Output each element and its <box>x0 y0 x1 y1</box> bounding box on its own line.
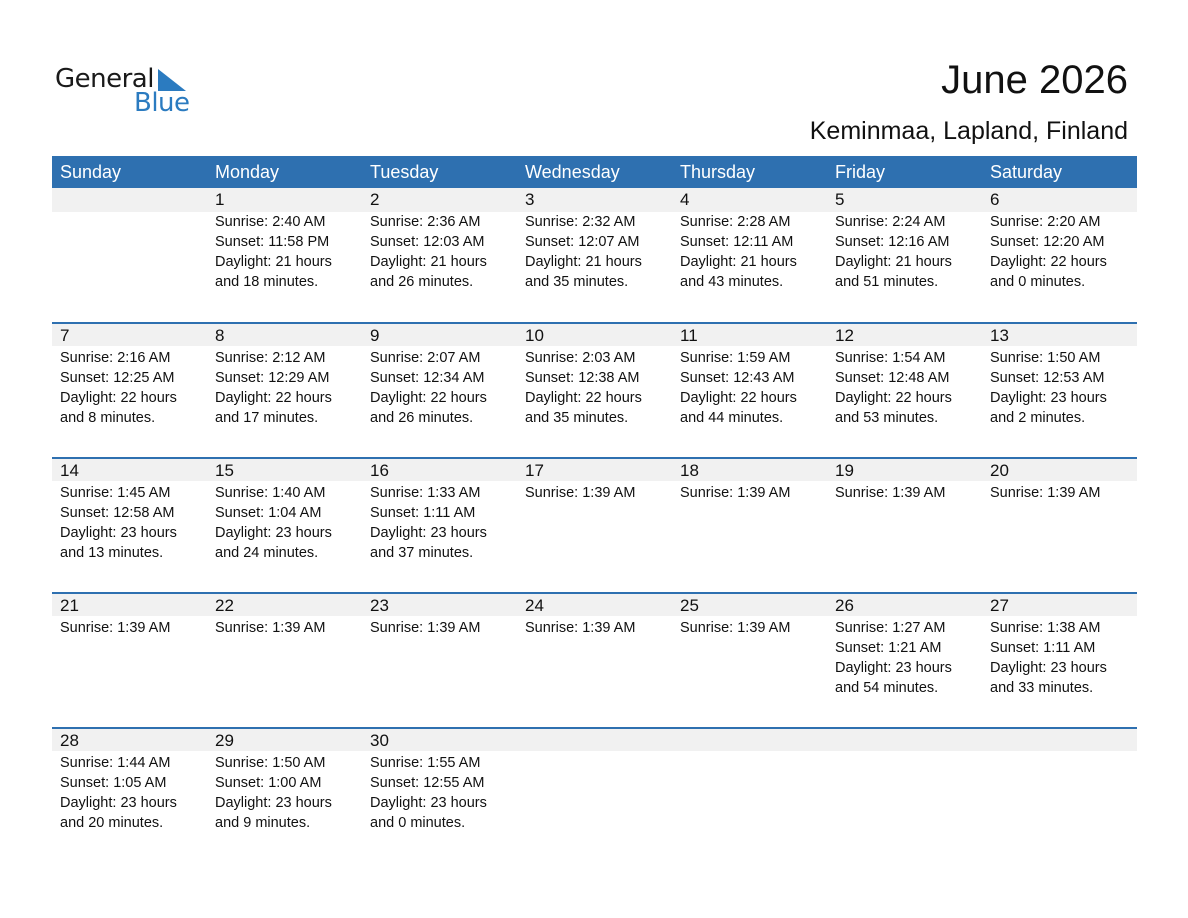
calendar-week <box>52 188 1137 322</box>
sun-info-line: and 44 minutes. <box>680 410 784 426</box>
sun-info-line: and 17 minutes. <box>215 410 319 426</box>
day-number: 4 <box>680 190 690 209</box>
sun-info-line: Daylight: 23 hours <box>990 660 1107 676</box>
sun-info-line: Sunrise: 1:39 AM <box>60 620 171 636</box>
sun-info-line: and 33 minutes. <box>990 680 1094 696</box>
day-number: 14 <box>60 461 79 480</box>
sun-info-line: Sunset: 1:05 AM <box>60 775 167 791</box>
sun-info-line: Sunrise: 1:54 AM <box>835 350 946 366</box>
day-number: 20 <box>990 461 1009 480</box>
sun-info <box>525 483 672 503</box>
sun-info <box>525 212 672 292</box>
sun-info-line: and 35 minutes. <box>525 274 629 290</box>
sun-info-line: Daylight: 23 hours <box>215 795 332 811</box>
calendar-week <box>52 592 1137 727</box>
sun-info <box>60 483 207 563</box>
day-cell <box>827 592 982 722</box>
sun-info-line: Sunset: 1:11 AM <box>370 505 476 521</box>
sun-info-line: Sunrise: 1:39 AM <box>835 485 946 501</box>
weekday-header <box>52 156 1137 188</box>
sun-info-line: Sunset: 12:25 AM <box>60 370 175 386</box>
sun-info-line: Daylight: 23 hours <box>370 525 487 541</box>
sun-info-line: Sunrise: 1:39 AM <box>525 485 636 501</box>
sun-info-line: Sunset: 12:55 AM <box>370 775 485 791</box>
sun-info-line: Sunset: 12:29 AM <box>215 370 330 386</box>
sun-info <box>215 348 362 428</box>
day-number: 13 <box>990 326 1009 345</box>
sun-info-line: Sunrise: 2:16 AM <box>60 350 171 366</box>
day-cell <box>362 188 517 318</box>
sun-info-line: Sunrise: 1:39 AM <box>680 485 791 501</box>
day-cell <box>362 727 517 857</box>
day-cell <box>982 457 1137 587</box>
sun-info-line: Sunrise: 1:39 AM <box>990 485 1101 501</box>
sun-info <box>990 483 1137 503</box>
sun-info-line: Sunrise: 1:27 AM <box>835 620 946 636</box>
day-number: 12 <box>835 326 854 345</box>
sun-info-line: Sunrise: 1:50 AM <box>215 755 326 771</box>
day-cell <box>827 457 982 587</box>
day-cell <box>52 322 207 452</box>
calendar-week <box>52 727 1137 862</box>
location-subtitle: Keminmaa, Lapland, Finland <box>809 117 1128 145</box>
day-number: 17 <box>525 461 544 480</box>
day-number: 15 <box>215 461 234 480</box>
day-number: 22 <box>215 596 234 615</box>
sun-info-line: Sunset: 12:20 AM <box>990 234 1105 250</box>
sun-info-line: and 0 minutes. <box>370 815 466 831</box>
day-cell <box>52 592 207 722</box>
sun-info-line: Sunrise: 2:40 AM <box>215 214 326 230</box>
day-cell <box>52 457 207 587</box>
sun-info-line: Sunrise: 1:55 AM <box>370 755 481 771</box>
sun-info-line: Daylight: 22 hours <box>60 390 177 406</box>
sun-info-line: Daylight: 21 hours <box>525 254 642 270</box>
sun-info-line: Daylight: 22 hours <box>215 390 332 406</box>
day-cell <box>52 188 207 318</box>
sun-info-line: and 54 minutes. <box>835 680 939 696</box>
sun-info <box>215 212 362 292</box>
weekday-tuesday: Tuesday <box>370 162 439 182</box>
sun-info-line: Sunset: 12:34 AM <box>370 370 485 386</box>
day-number: 10 <box>525 326 544 345</box>
sun-info-line: Sunset: 1:11 AM <box>990 640 1096 656</box>
day-number: 18 <box>680 461 699 480</box>
sun-info <box>835 212 982 292</box>
day-cell <box>982 592 1137 722</box>
day-cell <box>517 322 672 452</box>
sun-info <box>370 348 517 428</box>
sun-info-line: and 43 minutes. <box>680 274 784 290</box>
sun-info-line: Sunset: 12:38 AM <box>525 370 640 386</box>
sun-info-line: and 53 minutes. <box>835 410 939 426</box>
sun-info-line: and 13 minutes. <box>60 545 164 561</box>
day-number: 30 <box>370 731 389 750</box>
sun-info-line: Sunset: 1:21 AM <box>835 640 942 656</box>
sun-info-line: and 35 minutes. <box>525 410 629 426</box>
sun-info <box>215 618 362 638</box>
sun-info-line: and 51 minutes. <box>835 274 939 290</box>
day-number: 19 <box>835 461 854 480</box>
day-cell <box>672 457 827 587</box>
sun-info-line: Daylight: 23 hours <box>215 525 332 541</box>
sun-info <box>60 618 207 638</box>
sun-info-line: Sunrise: 1:39 AM <box>525 620 636 636</box>
day-number: 24 <box>525 596 544 615</box>
weekday-friday: Friday <box>835 162 886 182</box>
sun-info-line: Daylight: 21 hours <box>370 254 487 270</box>
logo-blue-text: Blue <box>134 88 190 118</box>
calendar-week <box>52 457 1137 592</box>
sun-info <box>60 753 207 833</box>
sun-info <box>215 753 362 833</box>
day-number: 26 <box>835 596 854 615</box>
day-cell <box>672 592 827 722</box>
sun-info-line: Sunset: 12:58 AM <box>60 505 175 521</box>
sun-info-line: and 26 minutes. <box>370 274 474 290</box>
calendar-week <box>52 322 1137 457</box>
sun-info-line: Sunrise: 2:20 AM <box>990 214 1101 230</box>
sun-info-line: Sunrise: 1:40 AM <box>215 485 326 501</box>
day-cell <box>827 188 982 318</box>
sun-info-line: Daylight: 23 hours <box>60 525 177 541</box>
day-cell <box>982 188 1137 318</box>
sun-info-line: Sunrise: 1:39 AM <box>680 620 791 636</box>
day-cell <box>207 322 362 452</box>
sun-info-line: Daylight: 21 hours <box>215 254 332 270</box>
sun-info-line: Daylight: 21 hours <box>680 254 797 270</box>
logo <box>55 64 195 118</box>
sun-info-line: Sunrise: 2:12 AM <box>215 350 326 366</box>
sun-info <box>525 348 672 428</box>
sun-info <box>370 212 517 292</box>
sun-info-line: Daylight: 23 hours <box>370 795 487 811</box>
sun-info-line: Sunrise: 2:03 AM <box>525 350 636 366</box>
day-cell <box>52 727 207 857</box>
calendar-weeks <box>52 188 1137 862</box>
day-cell <box>982 322 1137 452</box>
sun-info-line: Sunrise: 2:24 AM <box>835 214 946 230</box>
weekday-wednesday: Wednesday <box>525 162 620 182</box>
day-number: 3 <box>525 190 535 209</box>
day-number: 5 <box>835 190 845 209</box>
sun-info-line: Sunset: 1:00 AM <box>215 775 322 791</box>
sun-info-line: and 24 minutes. <box>215 545 319 561</box>
weekday-sunday: Sunday <box>60 162 122 182</box>
sun-info-line: Sunrise: 1:39 AM <box>215 620 326 636</box>
sun-info <box>680 483 827 503</box>
sun-info <box>835 618 982 698</box>
sun-info-line: and 8 minutes. <box>60 410 156 426</box>
sun-info <box>370 753 517 833</box>
sun-info-line: Daylight: 21 hours <box>835 254 952 270</box>
sun-info-line: Daylight: 23 hours <box>990 390 1107 406</box>
day-cell <box>827 322 982 452</box>
sun-info-line: and 18 minutes. <box>215 274 319 290</box>
sun-info-line: Sunrise: 1:44 AM <box>60 755 171 771</box>
sun-info-line: Sunset: 12:07 AM <box>525 234 640 250</box>
logo-general-text: General <box>55 64 154 94</box>
sun-info-line: Sunset: 1:04 AM <box>215 505 322 521</box>
sun-info-line: Daylight: 22 hours <box>680 390 797 406</box>
sun-info-line: Sunrise: 1:50 AM <box>990 350 1101 366</box>
day-cell <box>207 727 362 857</box>
sun-info <box>525 618 672 638</box>
sun-info-line: and 37 minutes. <box>370 545 474 561</box>
sun-info-line: Sunset: 12:16 AM <box>835 234 950 250</box>
sun-info-line: Daylight: 22 hours <box>370 390 487 406</box>
sun-info <box>680 212 827 292</box>
day-number: 29 <box>215 731 234 750</box>
day-number: 9 <box>370 326 380 345</box>
sun-info <box>835 348 982 428</box>
sun-info-line: Sunset: 12:03 AM <box>370 234 485 250</box>
day-number: 8 <box>215 326 225 345</box>
day-number: 2 <box>370 190 380 209</box>
sun-info <box>990 212 1137 292</box>
page-title: June 2026 <box>941 58 1128 102</box>
sun-info-line: Daylight: 22 hours <box>525 390 642 406</box>
day-cell <box>517 457 672 587</box>
day-number: 1 <box>215 190 225 209</box>
day-number: 7 <box>60 326 70 345</box>
sun-info-line: Sunrise: 2:36 AM <box>370 214 481 230</box>
day-cell <box>207 188 362 318</box>
sun-info-line: and 26 minutes. <box>370 410 474 426</box>
weekday-thursday: Thursday <box>680 162 756 182</box>
day-number: 27 <box>990 596 1009 615</box>
sun-info-line: Sunset: 12:43 AM <box>680 370 795 386</box>
sun-info-line: Daylight: 22 hours <box>990 254 1107 270</box>
sun-info-line: Sunrise: 1:33 AM <box>370 485 481 501</box>
day-number: 21 <box>60 596 79 615</box>
sun-info-line: Sunrise: 2:07 AM <box>370 350 481 366</box>
day-number: 28 <box>60 731 79 750</box>
sun-info <box>215 483 362 563</box>
sun-info-line: Sunset: 12:48 AM <box>835 370 950 386</box>
weekday-monday: Monday <box>215 162 280 182</box>
sun-info <box>370 483 517 563</box>
weekday-saturday: Saturday <box>990 162 1063 182</box>
day-number: 23 <box>370 596 389 615</box>
day-number: 11 <box>680 326 698 345</box>
day-number <box>60 188 207 212</box>
sun-info-line: Sunrise: 1:45 AM <box>60 485 171 501</box>
sun-info <box>835 483 982 503</box>
sun-info-line: and 9 minutes. <box>215 815 311 831</box>
day-cell <box>362 322 517 452</box>
sun-info-line: and 2 minutes. <box>990 410 1086 426</box>
day-number: 16 <box>370 461 389 480</box>
sun-info <box>60 348 207 428</box>
day-cell <box>362 457 517 587</box>
sun-info-line: Sunrise: 2:32 AM <box>525 214 636 230</box>
day-cell <box>517 592 672 722</box>
day-cell <box>362 592 517 722</box>
sun-info <box>680 348 827 428</box>
sun-info <box>990 618 1137 698</box>
day-cell <box>517 188 672 318</box>
sun-info-line: Sunrise: 1:38 AM <box>990 620 1101 636</box>
sun-info-line: Sunset: 12:53 AM <box>990 370 1105 386</box>
sun-info-line: Sunset: 11:58 PM <box>215 234 330 250</box>
sun-info <box>370 618 517 638</box>
day-cell <box>207 457 362 587</box>
sun-info-line: and 0 minutes. <box>990 274 1086 290</box>
sun-info-line: and 20 minutes. <box>60 815 164 831</box>
calendar <box>52 156 1137 862</box>
sun-info-line: Sunrise: 1:59 AM <box>680 350 791 366</box>
day-cell <box>672 188 827 318</box>
sun-info-line: Daylight: 23 hours <box>60 795 177 811</box>
sun-info-line: Sunset: 12:11 AM <box>680 234 794 250</box>
sun-info <box>990 348 1137 428</box>
sun-info <box>680 618 827 638</box>
sun-info-line: Daylight: 22 hours <box>835 390 952 406</box>
day-cell <box>207 592 362 722</box>
sun-info-line: Daylight: 23 hours <box>835 660 952 676</box>
sun-info-line: Sunrise: 2:28 AM <box>680 214 791 230</box>
day-number: 6 <box>990 190 1000 209</box>
sun-info-line: Sunrise: 1:39 AM <box>370 620 481 636</box>
day-cell <box>672 322 827 452</box>
day-number: 25 <box>680 596 699 615</box>
